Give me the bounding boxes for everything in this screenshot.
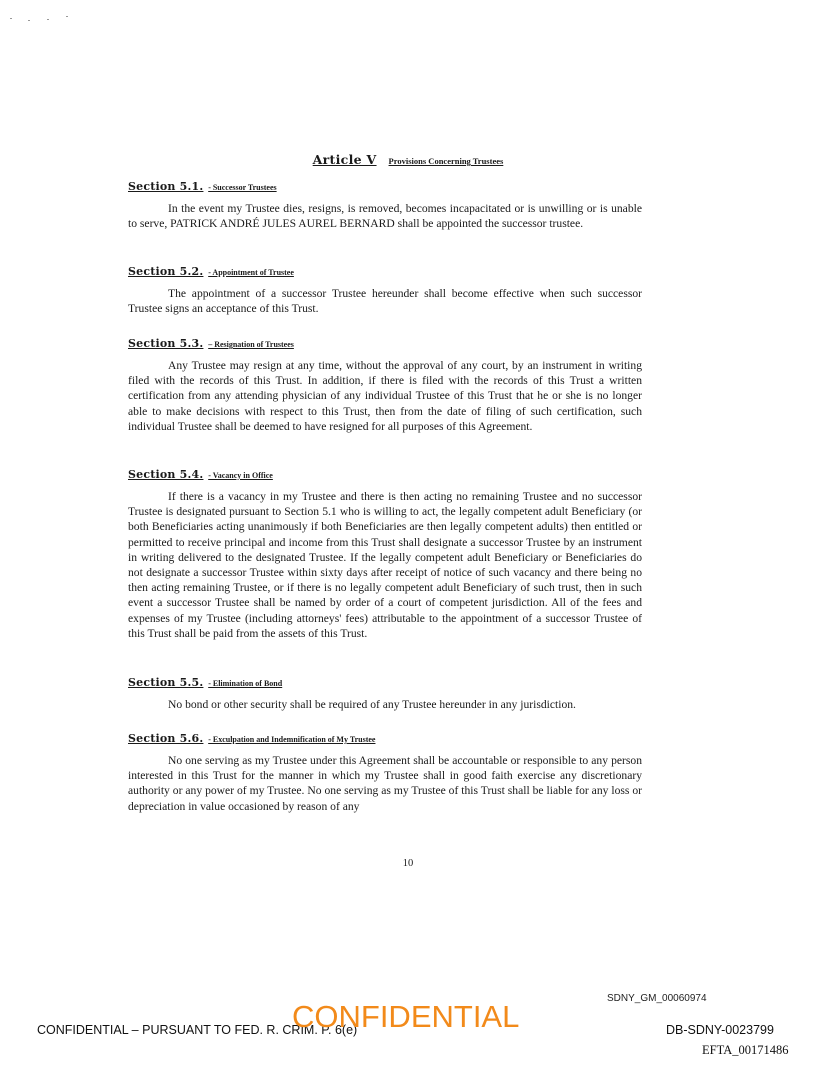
section-paragraph: No bond or other security shall be required of any Trustee hereunder in any jurisdiction.: [168, 698, 576, 711]
confidential-stamp: CONFIDENTIAL: [292, 999, 520, 1034]
section-number: Section 5.3.: [128, 337, 204, 350]
section-5-6: [128, 732, 642, 814]
section-5-1: [128, 180, 642, 231]
section-paragraph: In the event my Trustee dies, resigns, is removed, becomes incapacitated or is unwilling or is unable to serve, PATRICK ANDRÉ JULES AUREL BERNARD shall be appointed the successor trustee.: [128, 202, 642, 231]
section-paragraph: If there is a vacancy in my Trustee and there is then acting no remaining Trustee and no successor Trustee is designated pursuant to Section 5.1 who is willing to act, the legally competent adult Beneficiary (or both Beneficiaries acting unanimously if both Beneficiaries are then legally competent adults) then entitled or permitted to receive principal and income from this Trust shall designate a successor Trustee by an instrument in writing delivered to the designated Trustee. If the legally competent adult Beneficiary or Beneficiaries do not designate a successor Trustee within sixty days after receipt of notice of such vacancy and there being no then acting remaining Trustee, or if there is no legally competent adult Beneficiary of such trust, then in such event a successor Trustee shall be named by order of a court of competent jurisdiction. All of the fees and expenses of my Trustee (including attorneys' fees) attributable to the appointment of a successor Trustee of this Trust shall be paid from the assets of this Trust.: [128, 490, 642, 640]
section-number: Section 5.1.: [128, 180, 204, 193]
article-subtitle: Provisions Concerning Trustees: [388, 156, 504, 166]
section-paragraph: No one serving as my Trustee under this Agreement shall be accountable or responsible to any person interested in this Trust for the manner in which my Trustee shall in good faith exercise any discretionary authority or any power of my Trustee. No one serving as my Trustee of this Trust shall be liable for any loss or depreciation in value occasioned by reason of any: [128, 754, 642, 813]
article-label: Article V: [312, 152, 377, 167]
efta-number: EFTA_00171486: [702, 1043, 789, 1057]
section-paragraph: Any Trustee may resign at any time, without the approval of any court, by an instrument in writing filed with the records of this Trust. In addition, if there is filed with the records of this Trust a written certification from any attending physician of any individual Trustee of this Trust that he or she is no longer able to make decisions with respect to this Trust, then from the date of filing of such certification, such individual Trustee shall be deemed to have resigned for all purposes of this Agreement.: [128, 359, 642, 433]
bates-number-footer: DB-SDNY-0023799: [666, 1023, 774, 1037]
section-5-2: [128, 265, 642, 316]
section-number: Section 5.5.: [128, 676, 204, 689]
section-title: - Appointment of Trustee: [208, 268, 294, 277]
section-title: - Elimination of Bond: [208, 679, 283, 688]
section-title: - Successor Trustees: [208, 183, 277, 192]
confidential-footer: CONFIDENTIAL – PURSUANT TO FED. R. CRIM. P. 6(e): [37, 1023, 358, 1037]
page-number: 10: [402, 858, 414, 869]
bates-number-top: SDNY_GM_00060974: [607, 993, 707, 1004]
section-title: – Resignation of Trustees: [208, 340, 294, 349]
section-title: - Vacancy in Office: [208, 471, 273, 480]
section-title: - Exculpation and Indemnification of My Trustee: [208, 735, 376, 744]
section-number: Section 5.4.: [128, 468, 204, 481]
article-heading: [0, 151, 816, 169]
section-5-5: [128, 676, 642, 712]
section-number: Section 5.6.: [128, 732, 204, 745]
section-5-4: [128, 468, 642, 641]
scan-specks: [10, 14, 80, 24]
section-5-3: [128, 337, 642, 434]
section-paragraph: The appointment of a successor Trustee hereunder shall become effective when such successor Trustee signs an acceptance of this Trust.: [128, 287, 642, 316]
section-number: Section 5.2.: [128, 265, 204, 278]
